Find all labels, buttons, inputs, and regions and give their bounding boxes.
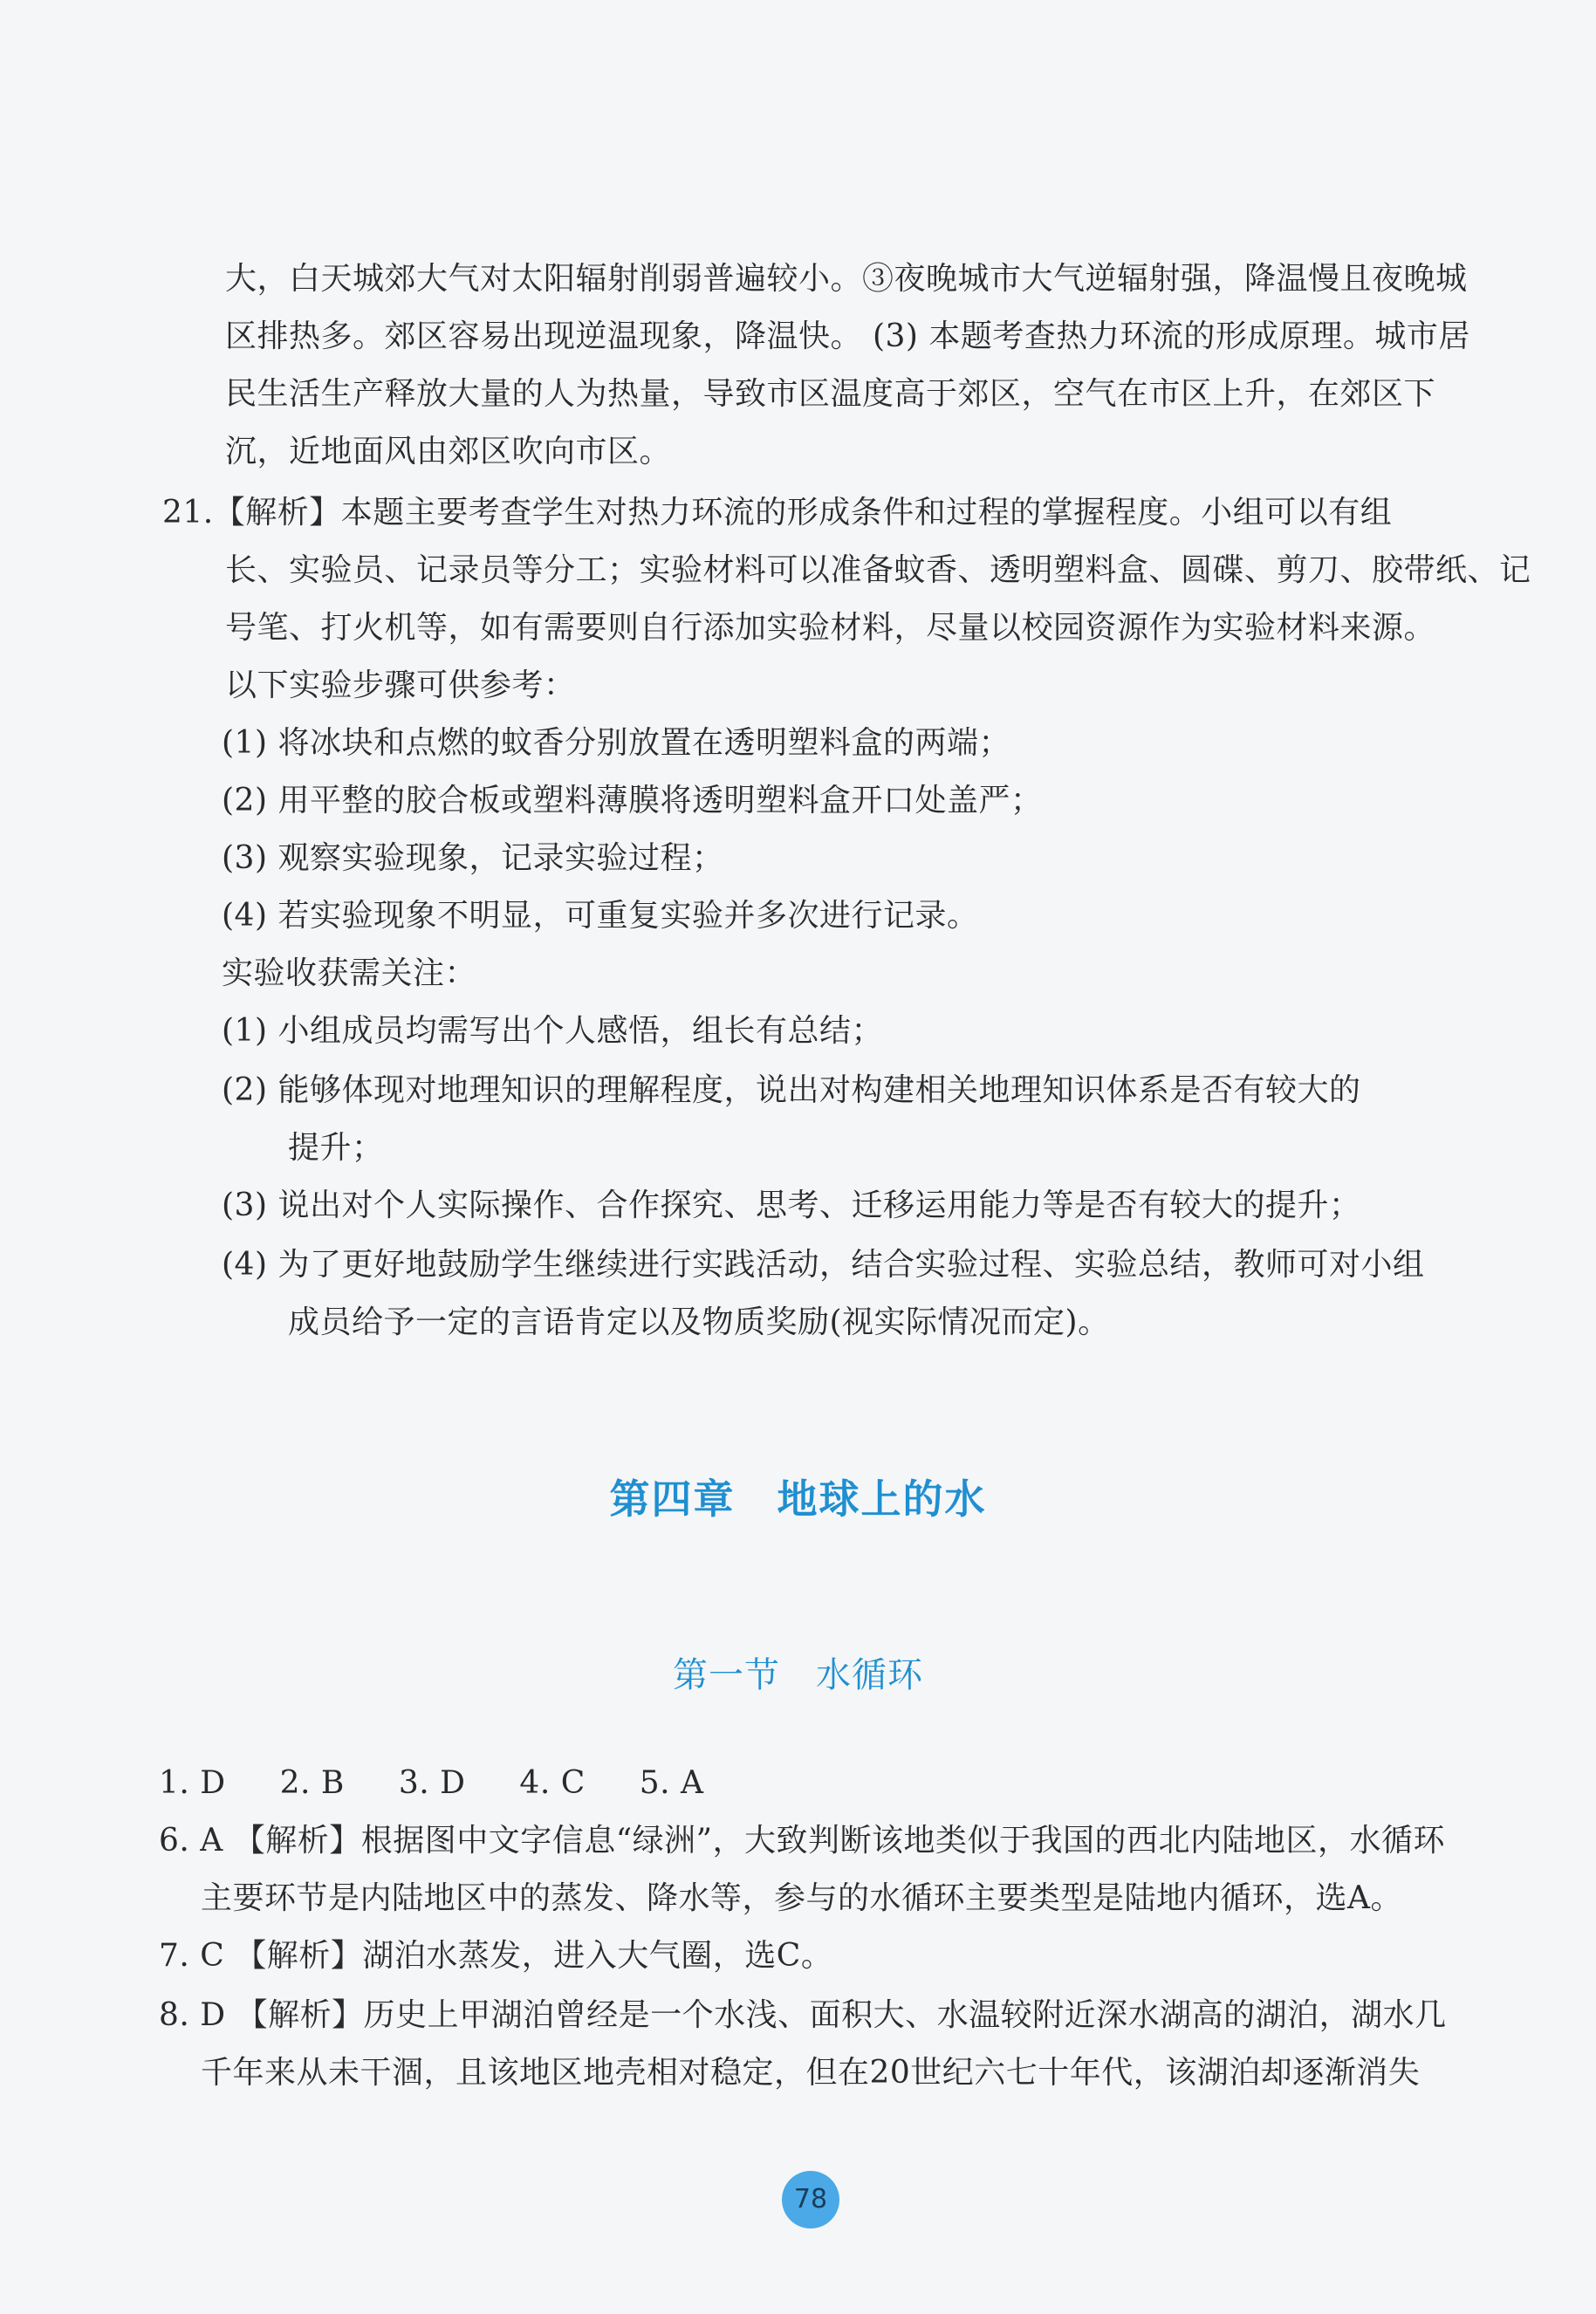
text-line: 长、实验员、记录员等分工；实验材料可以准备蚊香、透明塑料盒、圆碟、剪刀、胶带纸、记	[225, 552, 1531, 588]
text-line: 主要环节是内陆地区中的蒸发、降水等，参与的水循环主要类型是陆地内循环，选A。	[201, 1880, 1402, 1916]
step-3: (3) 观察实验现象，记录实验过程；	[222, 840, 724, 876]
step-4: (4) 若实验现象不明显，可重复实验并多次进行记录。	[222, 898, 979, 934]
question-6: 6. A 【解析】根据图中文字信息“绿洲”，大致判断该地类似于我国的西北内陆地区，水循环	[159, 1823, 1446, 1859]
gain-1: (1) 小组成员均需写出个人感悟，组长有总结；	[222, 1013, 883, 1049]
text-line: 提升；	[288, 1130, 384, 1166]
question-8: 8. D 【解析】历史上甲湖泊曾经是一个水浅、面积大、水温较附近深水湖高的湖泊，湖水几	[159, 1997, 1447, 2033]
text-line: 成员给予一定的言语肯定以及物质奖励(视实际情况而定)。	[288, 1304, 1110, 1340]
gain-3: (3) 说出对个人实际操作、合作探究、思考、迁移运用能力等是否有较大的提升；	[222, 1188, 1361, 1223]
text-line: 沉，近地面风由郊区吹向市区。	[225, 434, 672, 469]
answer-item: 2. B	[279, 1765, 345, 1801]
question-7: 7. C 【解析】湖泊水蒸发，进入大气圈，选C。	[159, 1938, 833, 1974]
answer-item: 4. C	[519, 1765, 586, 1801]
chapter-title: 第四章 地球上的水	[609, 1475, 987, 1523]
gain-2: (2) 能够体现对地理知识的理解程度，说出对构建相关地理知识体系是否有较大的	[222, 1072, 1361, 1108]
answer-item: 5. A	[639, 1765, 704, 1801]
text-line: 实验收获需关注：	[222, 955, 477, 991]
answer-row	[159, 1764, 704, 1803]
text-line: 民生活生产释放大量的人为热量，导致市区温度高于郊区，空气在市区上升，在郊区下	[225, 376, 1436, 412]
step-2: (2) 用平整的胶合板或塑料薄膜将透明塑料盒开口处盖严；	[222, 783, 1043, 818]
text-line: 区排热多。郊区容易出现逆温现象，降温快。 (3) 本题考查热力环流的形成原理。城市居	[225, 318, 1470, 354]
text-line: 千年来从未干涸，且该地区地壳相对稳定，但在20世纪六七十年代，该湖泊却逐渐消失	[201, 2055, 1421, 2091]
section-title: 第一节 水循环	[673, 1655, 923, 1695]
question-21: 21.【解析】本题主要考查学生对热力环流的形成条件和过程的掌握程度。小组可以有组	[162, 495, 1393, 531]
answer-item: 3. D	[398, 1765, 466, 1801]
step-1: (1) 将冰块和点燃的蚊香分别放置在透明塑料盒的两端；	[222, 725, 1010, 761]
answer-item: 1. D	[159, 1765, 226, 1801]
page-number-badge: 78	[782, 2171, 839, 2228]
text-line: 大，白天城郊大气对太阳辐射削弱普遍较小。③夜晚城市大气逆辐射强，降温慢且夜晚城	[225, 261, 1468, 297]
text-line: 以下实验步骤可供参考：	[225, 668, 576, 703]
text-line: 号笔、打火机等，如有需要则自行添加实验材料，尽量以校园资源作为实验材料来源。	[225, 610, 1436, 646]
gain-4: (4) 为了更好地鼓励学生继续进行实践活动，结合实验过程、实验总结，教师可对小组	[222, 1247, 1425, 1283]
